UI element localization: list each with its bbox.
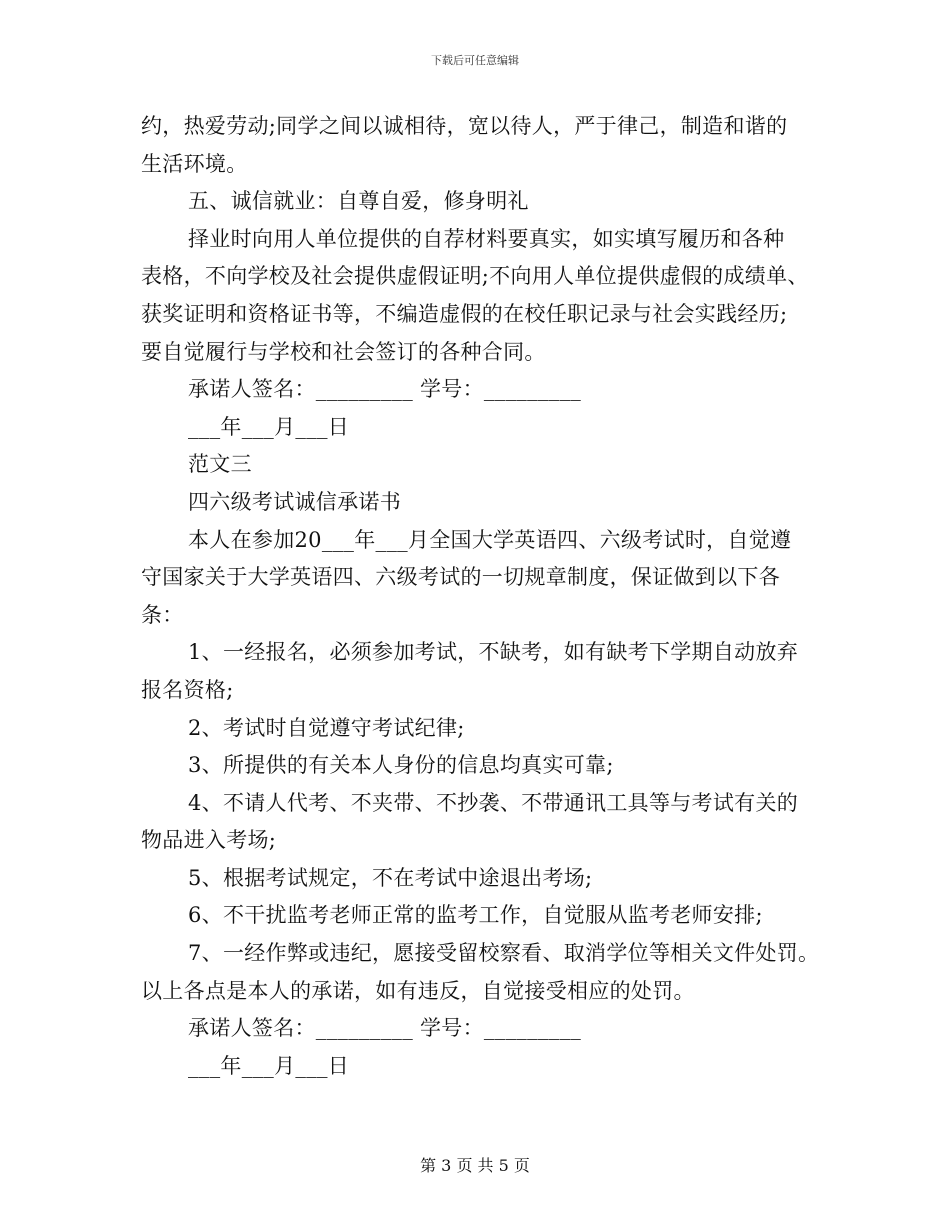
list-item-continuation: 报名资格; (141, 677, 234, 702)
paragraph-line: 条： (141, 602, 184, 627)
list-item-continuation: 物品进入考场; (141, 828, 277, 853)
paragraph-line: 要自觉履行与学校和社会签订的各种合同。 (141, 339, 546, 364)
date-line: ___年___月___日 (188, 1053, 350, 1078)
list-item: 5、根据考试规定，不在考试中途退出考场; (188, 865, 593, 890)
paragraph-line: 择业时向用人单位提供的自荐材料要真实，如实填写履历和各种 (188, 226, 785, 251)
list-item: 6、不干扰监考老师正常的监考工作，自觉服从监考老师安排; (188, 903, 763, 928)
section-heading: 五、诚信就业：自尊自爱，修身明礼 (188, 189, 529, 214)
paragraph-line: 守国家关于大学英语四、六级考试的一切规章制度，保证做到以下各 (141, 565, 780, 590)
list-item: 7、一经作弊或违纪，愿接受留校察看、取消学位等相关文件处罚。 (188, 941, 820, 966)
paragraph-line: 以上各点是本人的承诺，如有违反，自觉接受相应的处罚。 (141, 978, 695, 1003)
paragraph-line: 本人在参加20___年___月全国大学英语四、六级考试时，自觉遵 (188, 527, 792, 552)
list-item: 3、所提供的有关本人身份的信息均真实可靠; (188, 753, 614, 778)
paragraph-line: 生活环境。 (141, 151, 248, 176)
paragraph-line: 表格，不向学校及社会提供虚假证明;不向用人单位提供虚假的成绩单、 (141, 264, 809, 289)
document-body (141, 108, 831, 1085)
document-title: 四六级考试诚信承诺书 (188, 489, 401, 514)
list-item: 1、一经报名，必须参加考试，不缺考，如有缺考下学期自动放弃 (188, 640, 799, 665)
sample-title: 范文三 (188, 452, 252, 477)
signature-line: 承诺人签名：_________ 学号：_________ (188, 377, 582, 402)
date-line: ___年___月___日 (188, 414, 350, 439)
page-header: 下载后可任意编辑 (431, 54, 519, 67)
list-item: 4、不请人代考、不夹带、不抄袭、不带通讯工具等与考试有关的 (188, 790, 799, 815)
page-number: 第 3 页 共 5 页 (420, 1156, 530, 1175)
list-item: 2、考试时自觉遵守考试纪律; (188, 715, 465, 740)
paragraph-line: 约，热爱劳动;同学之间以诚相待，宽以待人，严于律己，制造和谐的 (141, 114, 788, 138)
signature-line: 承诺人签名：_________ 学号：_________ (188, 1016, 582, 1041)
paragraph-line: 获奖证明和资格证书等，不编造虚假的在校任职记录与社会实践经历; (141, 301, 788, 326)
